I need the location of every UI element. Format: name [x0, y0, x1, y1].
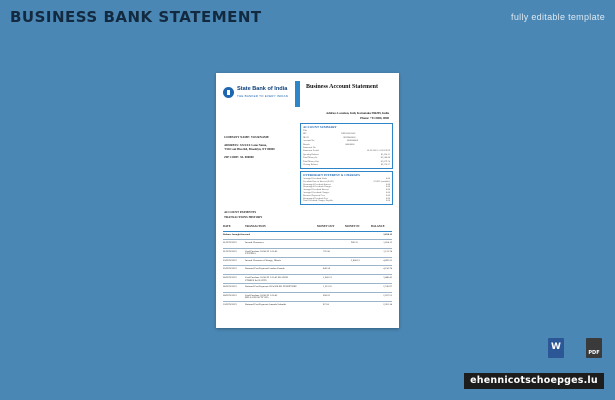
overdraft-label: Overdraft Rate of Interest (EAR) [303, 180, 334, 183]
column-header-money-out: MONEY OUT [317, 225, 335, 228]
summary-label: Branch [303, 143, 310, 146]
column-header-transaction: TRANSACTION [245, 225, 266, 228]
overdraft-value: 19.89% (variable) [373, 180, 390, 183]
tx-desc-2: STATERA [245, 252, 256, 256]
summary-extra: 01/01/2019 - 01/01/2019 [367, 150, 390, 153]
summary-value: SI00000000 [346, 140, 358, 143]
statement-document [216, 73, 399, 328]
summary-row [303, 147, 390, 149]
summary-label: Title [303, 130, 308, 132]
summary-extra: $3,274.37 [380, 164, 390, 166]
table-row [223, 239, 392, 248]
sbi-logo-icon [223, 87, 234, 98]
tx-money-out: 658.52 [323, 293, 330, 297]
section-subtitle: TRANSACTIONS HISTORY [224, 215, 263, 219]
tx-date: 08/JUN/2019 [223, 293, 237, 297]
summary-label: Statement Period [303, 150, 319, 153]
tx-date: 03/JUN/2019 [223, 258, 237, 262]
tx-desc: Card Purchase 01/06/19 1:31:43 [245, 249, 278, 253]
table-row [223, 283, 392, 292]
overdraft-row [303, 192, 390, 194]
overdraft-value: 0.00 [385, 183, 390, 186]
page-title: BUSINESS BANK STATEMENT [10, 8, 262, 26]
summary-extra: $1,879.74 [380, 160, 390, 163]
statement-title: Business Account Statement [306, 84, 379, 90]
overdraft-row [303, 181, 390, 183]
summary-row [303, 164, 390, 166]
table-row [223, 274, 392, 283]
summary-row [303, 157, 390, 159]
tx-date: 06/JUN/2019 [223, 285, 237, 288]
summary-value: BRISSSSSSSS [341, 133, 356, 136]
tx-desc: Outward Fast Payment London Canada [245, 267, 285, 271]
summary-label: Opening Balance [303, 153, 319, 156]
summary-label: Account No. [303, 140, 315, 143]
summary-row [303, 130, 390, 132]
overdraft-label: Unarranged Overdraft Interest [303, 183, 331, 186]
summary-label: BIC [303, 133, 307, 136]
tx-balance: 3,486.41 [383, 276, 392, 280]
company-address-line1: ADDRESS: XXXXX Lane Name, [224, 143, 267, 147]
summary-label: Statement No. [303, 147, 317, 149]
company-name: COMPANY NAME: YOURNAME [224, 135, 269, 139]
tx-date: 01/JUN/2019 [223, 249, 237, 253]
column-header-money-in: MONEY IN [345, 225, 360, 228]
summary-value: 00000000 [345, 143, 355, 146]
section-title: ACCOUNT PAYMENTS [224, 210, 257, 214]
transactions-table [223, 225, 392, 310]
summary-value: SBIN000000 [343, 136, 356, 139]
tx-desc: Inward Clearances Chicago, Illinois [245, 258, 281, 262]
overdraft-row [303, 189, 390, 191]
overdraft-label: Arranged Overdraft Interest [303, 189, 329, 192]
overdraft-label: Unarranged Overdraft Fees [303, 197, 329, 200]
summary-row [303, 154, 390, 156]
bank-address-line1: Address Location, Indi, Karnataka 586209, India [326, 111, 389, 115]
tx-desc-2: STORES & GIANTS [245, 278, 267, 282]
page-subtitle: fully editable template [511, 12, 605, 22]
tx-date: 10/JUN/2019 [223, 302, 237, 306]
overdraft-label: Total Overdraft Charges Payable [303, 200, 334, 203]
tx-desc: Card Purchase 01/06/19 1:31:43 [245, 293, 278, 297]
summary-label: Closing Balance [303, 164, 319, 166]
overdraft-row [303, 178, 390, 180]
word-file-icon: W [548, 338, 564, 358]
summary-label: IBAN [303, 136, 309, 139]
overdraft-value: 0.00 [385, 197, 390, 200]
summary-extra: $1,654.11 [380, 153, 390, 156]
overdraft-label: Arranged Overdraft Limit [303, 178, 327, 180]
tx-desc: Outward Fast Payment Amanda Schmidt [245, 302, 286, 306]
summary-label: Total Money Out [303, 160, 319, 163]
tx-balance: 4,156.74 [383, 267, 392, 271]
tx-money-out: 1,312.25 [323, 285, 332, 288]
tx-balance: 1,654.11 [383, 241, 392, 244]
tx-balance: 4,492.55 [383, 258, 392, 262]
company-address-line2: 'TOO out Bios Rd, Brooklyn, NY 00000 [224, 147, 275, 151]
summary-row [303, 140, 390, 142]
summary-row [303, 137, 390, 139]
tx-balance: 1,112.74 [383, 249, 392, 253]
account-summary-box [300, 123, 393, 169]
overdraft-label: Unarranged Overdraft Charges [303, 186, 332, 189]
watermark: ehennicotschoepges.lu [464, 373, 604, 389]
overdraft-row [303, 195, 390, 197]
table-row [223, 301, 392, 310]
bank-tagline: THE BANKER TO EVERY INDIAN [237, 94, 289, 98]
account-summary-title: ACCOUNT SUMMARY [303, 125, 337, 129]
bank-address-line2: Phone: +91 0000, 0000 [360, 116, 389, 120]
table-row [223, 248, 392, 257]
tx-date: 01/JUN/2019 [223, 241, 237, 244]
tx-balance: 2,207.51 [383, 293, 392, 297]
tx-date: 06/JUN/2019 [223, 276, 237, 280]
table-row [223, 292, 392, 301]
title-accent-bar [295, 81, 300, 107]
summary-row [303, 161, 390, 163]
overdraft-box [300, 171, 393, 205]
summary-extra: $3,500.00 [380, 157, 390, 160]
column-header-balance: BALANCE [371, 225, 385, 228]
balance-forward-value: 1,654.11 [383, 233, 392, 236]
bank-name: State Bank of India [237, 86, 288, 92]
tx-money-out: 87.24 [323, 302, 329, 306]
overdraft-label: Arranged Overdraft Charges [303, 192, 330, 194]
summary-row [303, 144, 390, 146]
company-address-line3: ZIP CODE: XL 000000 [224, 155, 254, 159]
tx-money-out: 1,042.21 [323, 276, 332, 280]
summary-label: Total Money In [303, 157, 318, 160]
overdraft-value: 0.00 [385, 189, 390, 192]
overdraft-label: Returned Payment Fees [303, 194, 325, 197]
tx-money-in: 900.15 [351, 241, 358, 244]
overdraft-value: 0.00 [385, 192, 390, 194]
tx-balance: 2,745.97 [383, 285, 392, 288]
tx-money-out: 843.14 [323, 267, 330, 271]
tx-desc-2: BELLA BEAUTY SPA [245, 296, 269, 300]
table-row [223, 265, 392, 274]
overdraft-title: OVERDRAFT INTEREST & CHARGES [303, 173, 361, 177]
table-row [223, 257, 392, 266]
overdraft-value: 0.00 [385, 200, 390, 203]
overdraft-value: 0.00 [385, 194, 390, 197]
summary-row [303, 133, 390, 135]
pdf-file-icon: PDF [586, 338, 602, 358]
tx-money-in: 2,600.12 [351, 258, 360, 262]
overdraft-value: 0.00 [385, 178, 390, 180]
tx-desc: Inward Clearances [245, 241, 264, 244]
column-header-date: DATE [223, 225, 231, 228]
tx-desc: Card Purchase 01/06/19 1:31:43 BLANCO [245, 276, 289, 280]
summary-row [303, 150, 390, 152]
tx-desc: Outward Fast Payment ARAGOLEO FURNITURE [245, 285, 297, 288]
balance-forward-label: Balance brought forward [223, 233, 251, 236]
tx-money-out: 725.56 [323, 249, 330, 253]
tx-date: 05/JUN/2019 [223, 267, 237, 271]
overdraft-value: 0.00 [385, 186, 390, 189]
tx-balance: 2,261.14 [383, 302, 392, 306]
